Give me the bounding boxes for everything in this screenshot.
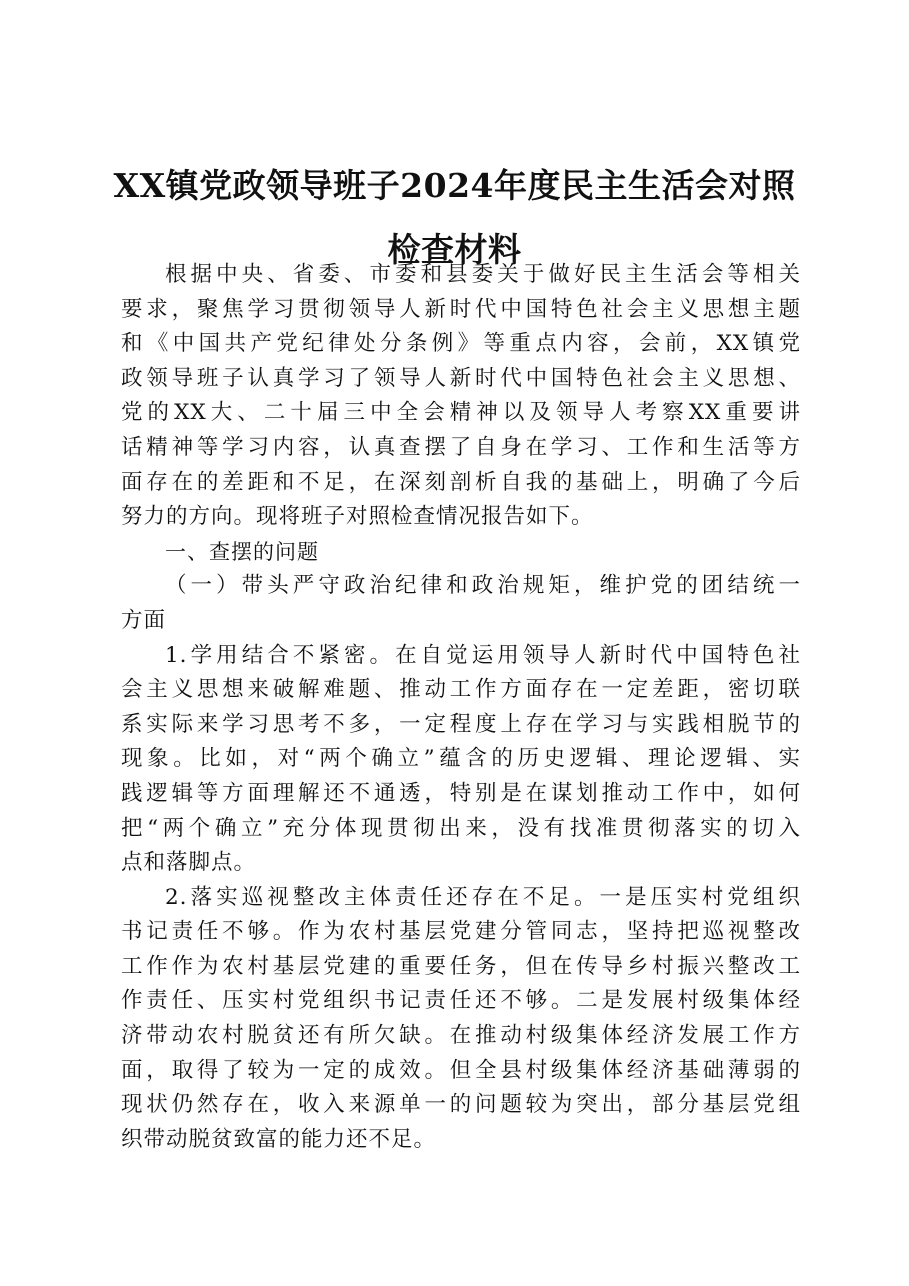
text-line: 现状仍然存在，收入来源单一的问题较为突出，部分基层党组 (121, 1092, 801, 1118)
paragraph-1 (121, 639, 801, 881)
text-line: 济带动农村脱贫还有所欠缺。在推动村级集体经济发展工作方 (121, 1023, 801, 1049)
text-line: 践逻辑等方面理解还不通透，特别是在谋划推动工作中，如何 (121, 780, 801, 806)
subsection-heading (121, 569, 801, 638)
text-line: 和《中国共产党纪律处分条例》等重点内容，会前，XX镇党 (121, 331, 801, 357)
section-heading: 一、查摆的问题 (165, 539, 319, 564)
text-line: 现象。比如，对“两个确立”蕴含的历史逻辑、理论逻辑、实 (121, 746, 801, 772)
text-line: 努力的方向。现将班子对照检查情况报告如下。 (121, 504, 594, 530)
text-line: 系实际来学习思考不多，一定程度上存在学习与实践相脱节的 (121, 711, 801, 737)
text-line: 要求，聚焦学习贯彻领导人新时代中国特色社会主义思想主题 (121, 296, 801, 322)
paragraph-2 (121, 881, 801, 1158)
text-line: （一）带头严守政治纪律和政治规矩，维护党的团结统一 (165, 573, 801, 599)
text-line: 面存在的差距和不足，在深刻剖析自我的基础上，明确了今后 (121, 469, 801, 495)
text-line: 方面 (121, 607, 167, 633)
text-line: 作责任、压实村党组织书记责任还不够。二是发展村级集体经 (121, 988, 801, 1014)
text-line: 话精神等学习内容，认真查摆了自身在学习、工作和生活等方 (121, 434, 801, 460)
text-line: 政领导班子认真学习了领导人新时代中国特色社会主义思想、 (121, 365, 801, 391)
text-line: 2.落实巡视整改主体责任还存在不足。一是压实村党组织 (165, 884, 801, 910)
text-line: 织带动脱贫致富的能力还不足。 (121, 1126, 437, 1152)
document-title-line-2: 检查材料 (387, 230, 522, 269)
document-body (121, 258, 801, 1157)
intro-paragraph (121, 258, 801, 535)
text-line: 书记责任不够。作为农村基层党建分管同志，坚持把巡视整改 (121, 919, 801, 945)
text-line: 把“两个确立”充分体现贯彻出来，没有找准贯彻落实的切入 (121, 815, 801, 841)
text-line: 党的XX大、二十届三中全会精神以及领导人考察XX重要讲 (121, 400, 801, 426)
text-line: 面，取得了较为一定的成效。但全县村级集体经济基础薄弱的 (121, 1057, 801, 1083)
text-line: 会主义思想来破解难题、推动工作方面存在一定差距，密切联 (121, 677, 801, 703)
text-line: 工作作为农村基层党建的重要任务，但在传导乡村振兴整改工 (121, 953, 801, 979)
document-title-line-1: XX镇党政领导班子2024年度民主生活会对照 (113, 166, 796, 205)
text-line: 根据中央、省委、市委和县委关于做好民主生活会等相关 (165, 262, 801, 287)
text-line: 1.学用结合不紧密。在自觉运用领导人新时代中国特色社 (165, 642, 801, 668)
text-line: 点和落脚点。 (121, 850, 257, 876)
